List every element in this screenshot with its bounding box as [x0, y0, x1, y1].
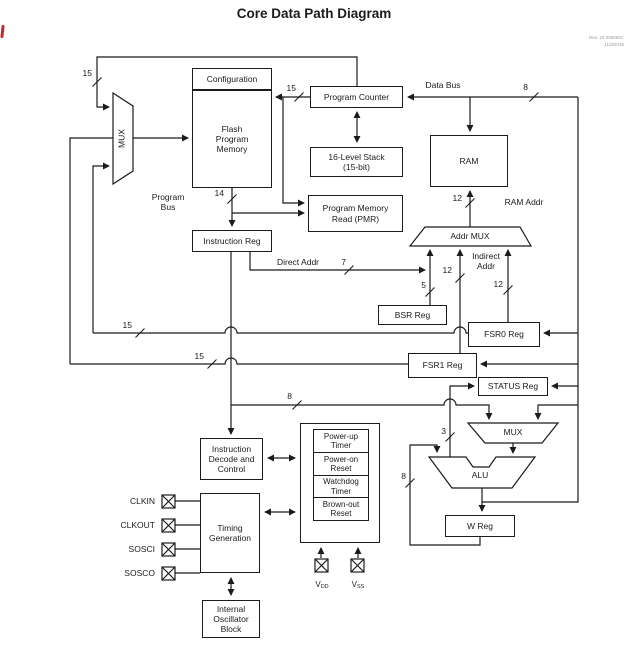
wire-fsr1-to-progmux-vert — [70, 138, 113, 364]
vdd-pin-icon — [315, 559, 328, 572]
bus-width-label: 8 — [523, 82, 528, 92]
program-bus-label: Program Bus — [151, 192, 185, 213]
stack-block: 16-Level Stack (15-bit) — [310, 147, 403, 177]
watchdog-timer-block: Watchdog Timer — [313, 475, 369, 499]
bsr-reg-block: BSR Reg — [378, 305, 447, 325]
bus-width-label: 15 — [286, 83, 296, 93]
alu-label: ALU — [471, 470, 489, 480]
power-on-reset-block: Power-on Reset — [313, 452, 369, 476]
timing-generation-block: Timing Generation — [200, 493, 260, 573]
wire-alu-to-status — [450, 386, 474, 457]
wire-pc-to-pmr — [283, 97, 304, 203]
w-reg-block: W Reg — [445, 515, 515, 537]
vdd-pin-label: VDD — [315, 580, 329, 590]
direct-addr-label: Direct Addr — [276, 257, 320, 267]
addr-mux-label: Addr MUX — [450, 231, 490, 241]
internal-oscillator-block: Internal Oscillator Block — [202, 600, 260, 638]
status-reg-block: STATUS Reg — [478, 377, 548, 396]
bus-width-label: 15 — [122, 320, 132, 330]
bus-width-label: 12 — [493, 279, 503, 289]
sosci-pin-icon — [162, 543, 175, 556]
bus-width-label: 5 — [421, 280, 426, 290]
clkin-pin-icon — [162, 495, 175, 508]
resets-container-block — [300, 423, 380, 543]
brown-out-reset-block: Brown-out Reset — [313, 497, 369, 521]
bus-width-label: 15 — [194, 351, 204, 361]
wire-fsr1-to-progmux-horiz — [70, 358, 408, 364]
ram-addr-label: RAM Addr — [504, 197, 544, 207]
wire-databus-to-mux — [538, 405, 578, 419]
pmr-block: Program Memory Read (PMR) — [308, 195, 403, 232]
fsr0-reg-block: FSR0 Reg — [468, 322, 540, 347]
bus-width-label: 12 — [452, 193, 462, 203]
instruction-decode-block: Instruction Decode and Control — [200, 438, 263, 480]
clkout-pin-icon — [162, 519, 175, 532]
vss-pin-label: VSS — [351, 580, 365, 590]
bus-width-label: 7 — [341, 257, 346, 267]
bus-width-label: 14 — [214, 188, 224, 198]
configuration-label: Configuration — [206, 73, 258, 84]
diagram-title: Core Data Path Diagram — [236, 6, 392, 21]
alu-mux-label: MUX — [503, 427, 523, 437]
instruction-reg-block: Instruction Reg — [192, 230, 272, 252]
ram-block: RAM — [430, 135, 508, 187]
program-counter-block: Program Counter — [310, 86, 403, 108]
wire-fsr0-to-progmux-vert — [93, 166, 109, 333]
power-up-timer-block: Power-up Timer — [313, 429, 369, 453]
flash-label: Flash Program Memory — [215, 123, 249, 154]
vss-pin-icon — [351, 559, 364, 572]
configuration-section — [193, 69, 271, 91]
flash-program-memory-block — [192, 68, 272, 188]
program-mux-label: MUX — [116, 129, 127, 148]
revision-line1: Rev. 10-000055C — [589, 35, 624, 40]
bus-width-label: 8 — [401, 471, 406, 481]
indirect-addr-label: Indirect Addr — [472, 251, 500, 272]
bus-width-label: 8 — [287, 391, 292, 401]
sosci-pin-label: SOSCI — [128, 544, 155, 554]
revision-line2: 11/3/2016 — [604, 41, 624, 47]
wire-fsr0-to-progmux-horiz — [93, 327, 468, 333]
sosco-pin-icon — [162, 567, 175, 580]
bus-width-label: 3 — [441, 426, 446, 436]
clkout-pin-label: CLKOUT — [120, 520, 155, 530]
bus-width-label: 12 — [442, 265, 452, 275]
resets-stack — [313, 429, 369, 521]
fsr1-reg-block: FSR1 Reg — [408, 353, 477, 378]
clkin-pin-label: CLKIN — [129, 496, 155, 506]
data-bus-label: Data Bus — [425, 80, 461, 90]
bus-width-label: 15 — [82, 68, 92, 78]
sosco-pin-label: SOSCO — [124, 568, 155, 578]
